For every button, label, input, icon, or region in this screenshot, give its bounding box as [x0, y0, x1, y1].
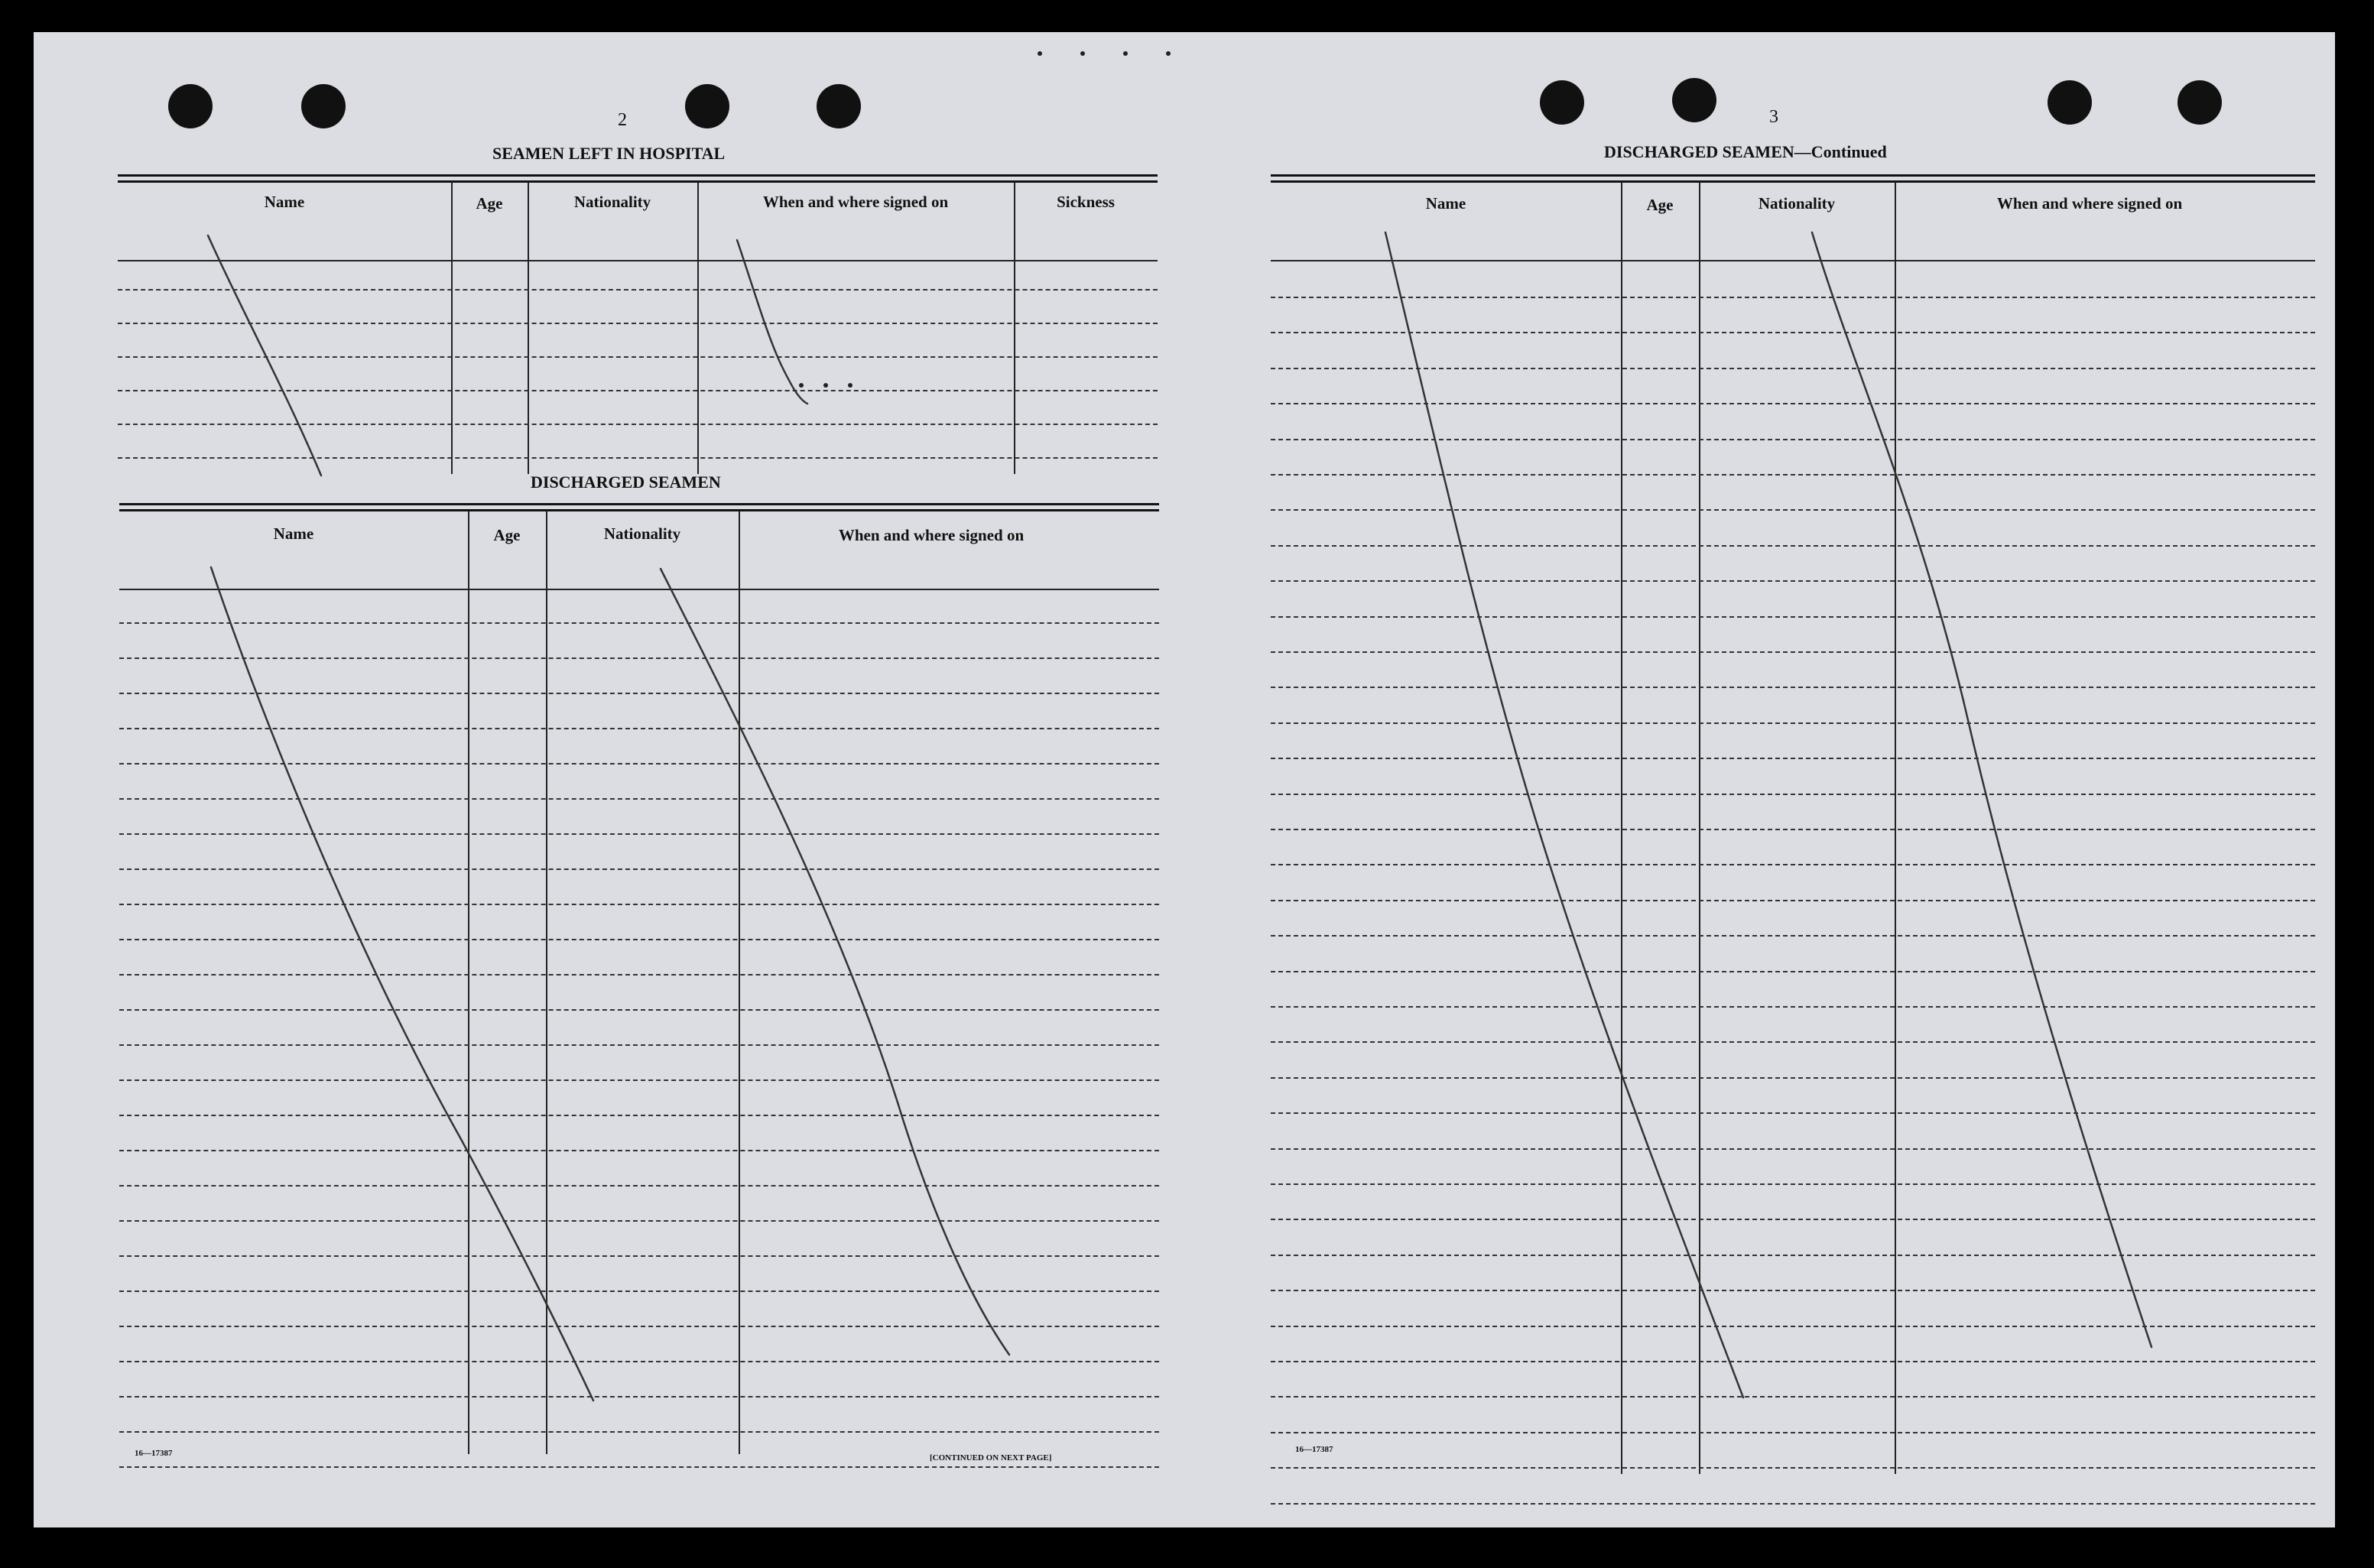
form-number: 16—17387	[135, 1449, 173, 1458]
page-number: 3	[1769, 107, 1778, 127]
strike-line	[211, 567, 593, 1401]
column-header: When and where signed on	[762, 193, 949, 211]
column-header: Nationality	[573, 193, 651, 211]
form-number: 16—17387	[1295, 1445, 1333, 1454]
strike-line	[1812, 232, 2152, 1347]
page-number: 2	[618, 110, 627, 130]
column-header: Nationality	[1758, 194, 1836, 213]
handwritten-strike-marks	[34, 32, 2335, 1527]
form-sheet	[34, 32, 2335, 1527]
strike-line	[661, 569, 1009, 1355]
column-header: Name	[273, 524, 314, 543]
strike-line	[208, 235, 321, 476]
column-header: Sickness	[1057, 193, 1115, 211]
column-header: When and where signed on	[838, 526, 1025, 544]
strike-line	[737, 240, 807, 404]
column-header: When and where signed on	[1996, 194, 2183, 213]
column-header: Nationality	[603, 524, 681, 543]
continued-note: [CONTINUED ON NEXT PAGE]	[930, 1453, 1052, 1462]
discharged-continued-title: DISCHARGED SEAMEN—Continued	[1604, 142, 1887, 161]
column-header: Age	[493, 526, 521, 544]
column-header: Age	[1646, 196, 1674, 214]
column-header: Name	[264, 193, 305, 211]
hospital-section-title: SEAMEN LEFT IN HOSPITAL	[492, 144, 726, 163]
column-header: Name	[1425, 194, 1466, 213]
column-header: Age	[476, 194, 503, 213]
strike-line	[1385, 232, 1743, 1398]
discharged-section-title: DISCHARGED SEAMEN	[531, 472, 721, 492]
